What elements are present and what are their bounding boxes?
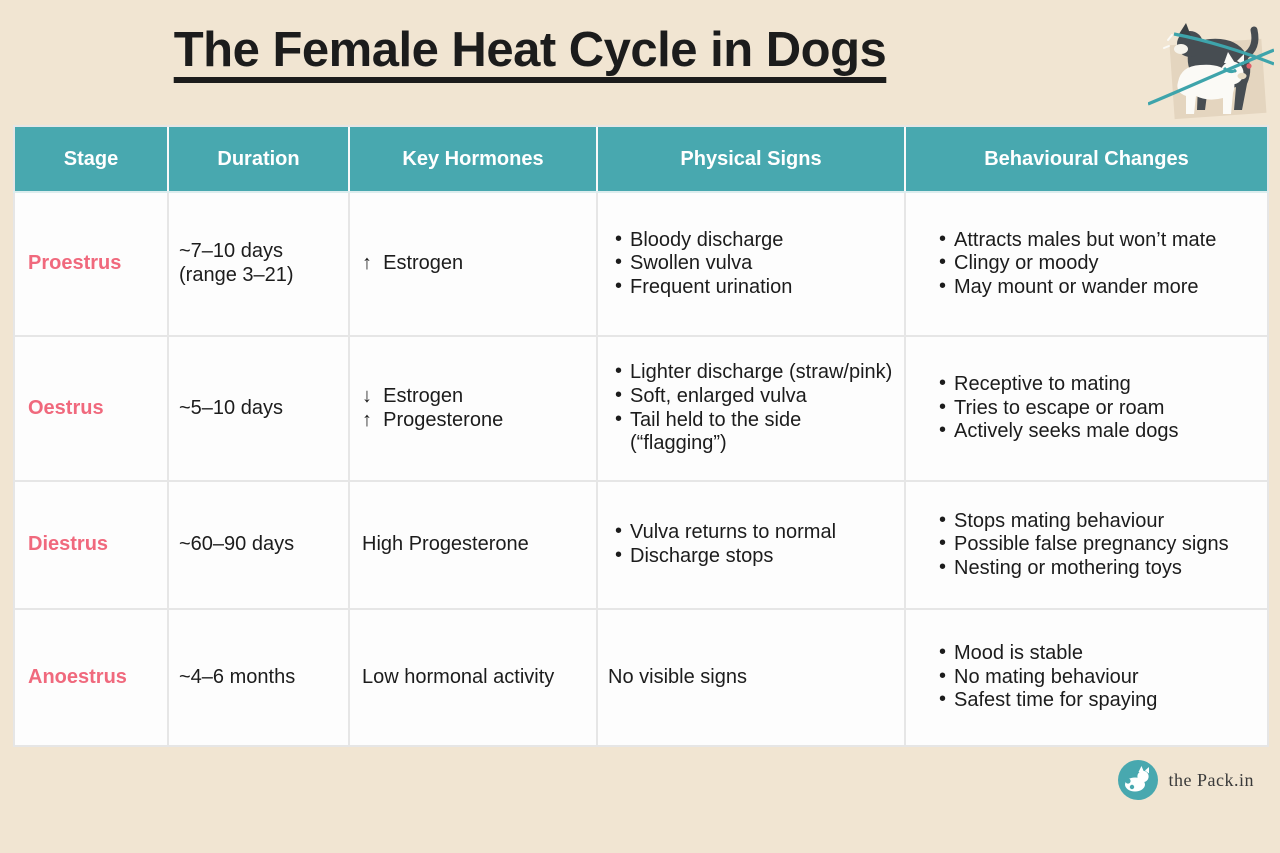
bullet-item: • Swollen vulva (615, 252, 896, 276)
bullet-item: • Soft, enlarged vulva (615, 385, 896, 409)
bullet-item: • Receptive to mating (939, 373, 1259, 397)
stage-cell: Proestrus (15, 193, 167, 335)
duration-cell (169, 610, 348, 745)
text-line: ↓ Estrogen (362, 384, 464, 407)
bullet-item: • No mating behaviour (939, 666, 1259, 690)
bullet-list (598, 229, 896, 300)
bullet-list (906, 510, 1259, 581)
text-line: No visible signs (608, 665, 747, 688)
duration-cell (169, 337, 348, 480)
bullet-item: • Lighter discharge (straw/pink) (615, 361, 896, 385)
bullet-item: • Clingy or moody (939, 252, 1259, 276)
text-line: ~7–10 days (179, 240, 283, 263)
physical-signs-cell (598, 482, 904, 608)
hormones-cell (350, 193, 596, 335)
text-line: Low hormonal activity (362, 665, 555, 688)
column-header: Duration (169, 127, 348, 191)
physical-signs-cell (598, 193, 904, 335)
page-title: The Female Heat Cycle in Dogs (173, 23, 887, 77)
bullet-item: • Bloody discharge (615, 229, 896, 253)
text-line: ↑ Estrogen (362, 252, 464, 275)
text-line: ~60–90 days (179, 533, 295, 556)
text-line: ~5–10 days (179, 396, 283, 419)
bullet-item: • Discharge stops (615, 545, 896, 569)
stage-cell: Diestrus (15, 482, 167, 608)
stage-cell: Oestrus (15, 337, 167, 480)
column-header: Physical Signs (598, 127, 904, 191)
hormones-cell (350, 482, 596, 608)
text-line: ↑ Progesterone (362, 408, 504, 431)
brand-name: the Pack.in (1168, 769, 1254, 790)
text-line: High Progesterone (362, 533, 529, 556)
text-line: (range 3–21) (179, 264, 294, 286)
bullet-item: • Safest time for spaying (939, 689, 1259, 713)
column-header: Stage (15, 127, 167, 191)
behavioural-changes-cell (906, 482, 1267, 608)
bullet-item: • Mood is stable (939, 642, 1259, 666)
hormones-cell (350, 610, 596, 745)
bullet-item: • May mount or wander more (939, 276, 1259, 300)
bullet-list (598, 521, 896, 568)
bullet-item: • Possible false pregnancy signs (939, 533, 1259, 557)
bullet-list (906, 373, 1259, 444)
duration-cell (169, 193, 348, 335)
bullet-item: • Nesting or mothering toys (939, 557, 1259, 581)
bullet-item: • Tail held to the side (“flagging”) (615, 409, 896, 456)
dog-logo-icon (1118, 760, 1158, 800)
bullet-item: • Attracts males but won’t mate (939, 229, 1259, 253)
duration-cell (169, 482, 348, 608)
bullet-list (598, 361, 896, 455)
bullet-item: • Tries to escape or roam (939, 397, 1259, 421)
brand-logo (1118, 760, 1254, 800)
bullet-list (906, 229, 1259, 300)
column-header: Key Hormones (350, 127, 596, 191)
behavioural-changes-cell (906, 193, 1267, 335)
bullet-item: • Frequent urination (615, 276, 896, 300)
bullet-list (906, 642, 1259, 713)
bullet-item: • Vulva returns to normal (615, 521, 896, 545)
stage-cell: Anoestrus (15, 610, 167, 745)
behavioural-changes-cell (906, 337, 1267, 480)
column-header: Behavioural Changes (906, 127, 1267, 191)
behavioural-changes-cell (906, 610, 1267, 745)
two-dogs-illustration-icon (1148, 10, 1274, 122)
heat-cycle-table (13, 125, 1269, 747)
hormones-cell (350, 337, 596, 480)
bullet-item: • Stops mating behaviour (939, 510, 1259, 534)
physical-signs-cell (598, 337, 904, 480)
physical-signs-cell (598, 610, 904, 745)
text-line: ~4–6 months (179, 665, 296, 688)
bullet-item: • Actively seeks male dogs (939, 420, 1259, 444)
